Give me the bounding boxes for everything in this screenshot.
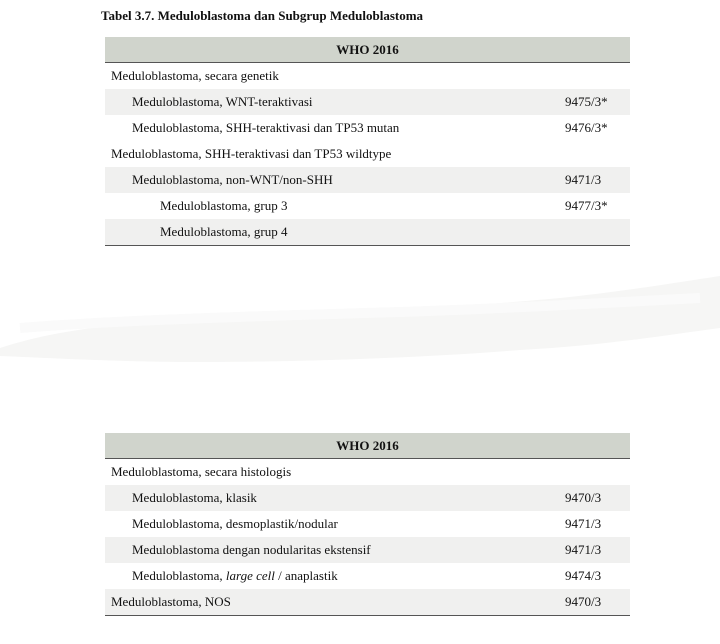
label-italic: large cell bbox=[225, 568, 275, 583]
row-code: 9471/3 bbox=[565, 172, 602, 187]
row-label: Meduloblastoma, klasik bbox=[132, 490, 257, 505]
row-code: 9470/3 bbox=[565, 594, 602, 609]
row-label: Meduloblastoma, NOS bbox=[111, 594, 231, 609]
row-label: Meduloblastoma, desmoplastik/nodular bbox=[132, 516, 338, 531]
who-2016-histologic-table bbox=[105, 433, 630, 616]
table-row bbox=[105, 485, 630, 511]
table-row bbox=[105, 63, 630, 89]
row-label: Meduloblastoma, WNT-teraktivasi bbox=[132, 94, 313, 109]
row-label: Meduloblastoma, grup 4 bbox=[160, 224, 288, 239]
label-suffix: / anaplastik bbox=[274, 568, 338, 583]
row-label: Meduloblastoma dengan nodularitas ekstensif bbox=[132, 542, 371, 557]
table-row bbox=[105, 141, 630, 167]
table-header: WHO 2016 bbox=[105, 433, 630, 459]
table-header: WHO 2016 bbox=[105, 37, 630, 63]
row-code: 9477/3* bbox=[565, 198, 608, 213]
table-row bbox=[105, 115, 630, 141]
table-row bbox=[105, 459, 630, 485]
table-caption: Tabel 3.7. Meduloblastoma dan Subgrup Meduloblastoma bbox=[101, 8, 424, 23]
row-code: 9471/3 bbox=[565, 542, 602, 557]
table-row bbox=[105, 89, 630, 115]
table-row bbox=[105, 167, 630, 193]
who-2016-genetic-table bbox=[105, 37, 630, 246]
row-label: Meduloblastoma, SHH-teraktivasi dan TP53 mutan bbox=[132, 120, 400, 135]
label-prefix: Meduloblastoma, bbox=[132, 568, 226, 583]
row-code: 9476/3* bbox=[565, 120, 608, 135]
row-label: Meduloblastoma, grup 3 bbox=[160, 198, 288, 213]
row-code: 9471/3 bbox=[565, 516, 602, 531]
row-code: 9470/3 bbox=[565, 490, 602, 505]
table-row bbox=[105, 193, 630, 219]
row-label: Meduloblastoma, secara histologis bbox=[111, 464, 292, 479]
row-label: Meduloblastoma, non-WNT/non-SHH bbox=[132, 172, 333, 187]
row-code: 9474/3 bbox=[565, 568, 602, 583]
table-row bbox=[105, 563, 630, 589]
table-row bbox=[105, 589, 630, 616]
row-label bbox=[132, 563, 338, 589]
table-row bbox=[105, 511, 630, 537]
table-row bbox=[105, 537, 630, 563]
table-row bbox=[105, 219, 630, 246]
row-label: Meduloblastoma, SHH-teraktivasi dan TP53 wildtype bbox=[111, 146, 392, 161]
row-code: 9475/3* bbox=[565, 94, 608, 109]
scan-smear-artifact bbox=[0, 258, 720, 408]
row-label: Meduloblastoma, secara genetik bbox=[111, 68, 279, 83]
